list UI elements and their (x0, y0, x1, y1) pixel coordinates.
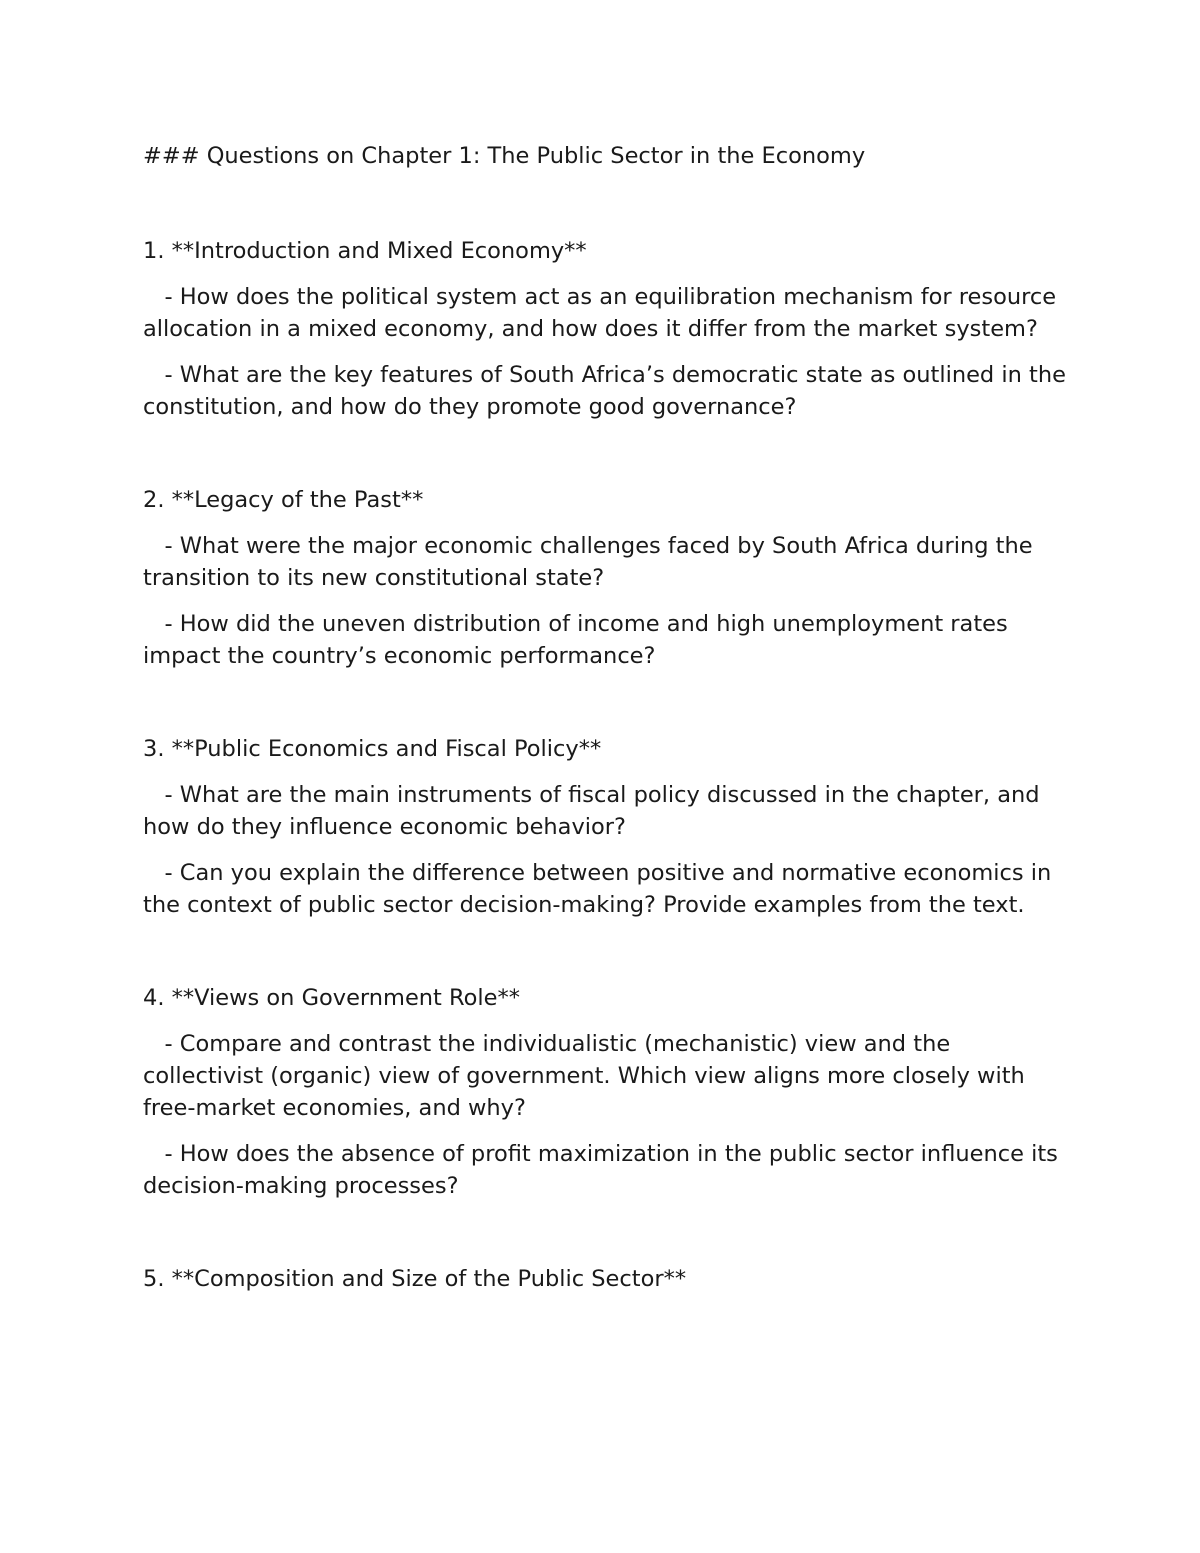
document-body (143, 140, 1073, 1356)
question-item: - How did the uneven distribution of income and high unemployment rates impact the country’s economic performance? (143, 611, 1015, 669)
question-item: - What were the major economic challenges faced by South Africa during the transition to its new constitutional state? (143, 533, 1040, 591)
question-item: - Can you explain the difference between positive and normative economics in the context of public sector decision-making? Provide examples from the text. (143, 860, 1059, 918)
question-item: - Compare and contrast the individualistic (mechanistic) view and the collectivist (organic) view of government. Which view aligns more closely with free-market economies, and why? (143, 1031, 1032, 1121)
section-heading: 4. **Views on Government Role** (143, 985, 521, 1011)
question-item: - What are the main instruments of fiscal policy discussed in the chapter, and how do they influence economic behavior? (143, 782, 1047, 840)
question-item: - What are the key features of South Africa’s democratic state as outlined in the constitution, and how do they promote good governance? (143, 362, 1074, 420)
section-heading: 3. **Public Economics and Fiscal Policy** (143, 736, 602, 762)
section-views-on-government-role (143, 982, 1073, 1202)
question-item: - How does the political system act as an equilibration mechanism for resource allocation in a mixed economy, and how does it differ from the market system? (143, 284, 1064, 342)
section-introduction-mixed-economy (143, 235, 1073, 423)
section-composition-size-public-sector (143, 1263, 1073, 1295)
question-item: - How does the absence of profit maximization in the public sector influence its decision-making processes? (143, 1141, 1066, 1199)
section-heading: 1. **Introduction and Mixed Economy** (143, 238, 587, 264)
section-heading: 5. **Composition and Size of the Public Sector** (143, 1266, 687, 1292)
section-legacy-of-the-past (143, 484, 1073, 672)
document-title: ### Questions on Chapter 1: The Public Sector in the Economy (143, 143, 866, 169)
section-public-economics-fiscal-policy (143, 733, 1073, 921)
section-heading: 2. **Legacy of the Past** (143, 487, 424, 513)
